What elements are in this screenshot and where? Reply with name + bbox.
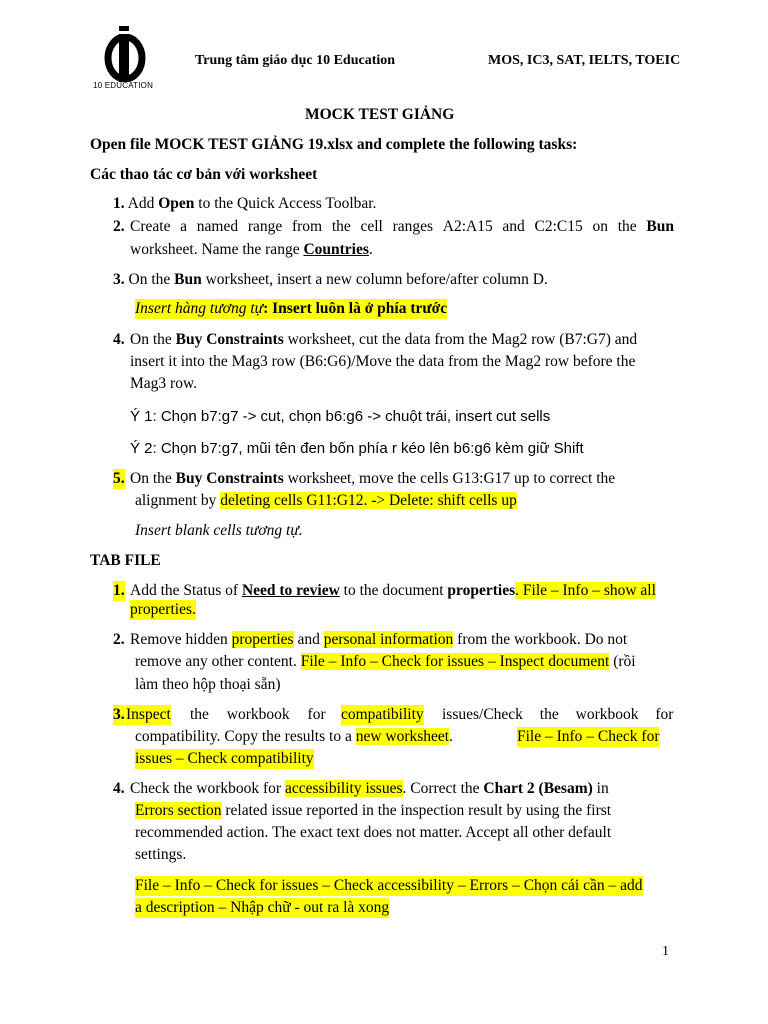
s1-task-4-num: 4. xyxy=(113,331,125,348)
s1-task-5-line1: On the Buy Constraints worksheet, move the cells G13:G17 up to correct the xyxy=(130,470,616,487)
logo xyxy=(95,24,157,92)
s2-task-4-num: 4. xyxy=(113,780,125,797)
header-right: MOS, IC3, SAT, IELTS, TOEIC xyxy=(488,53,681,68)
s2-task-4-note-line1: File – Info – Check for issues – Check accessibility – Errors – Chọn cái cần – add xyxy=(135,877,643,894)
s2-task-3-compat: compatibility xyxy=(341,706,424,723)
s1-task-2-num: 2. xyxy=(113,218,125,235)
s1-task-3-note: Insert hàng tương tự: Insert luôn là ở phía trước xyxy=(135,300,448,317)
s1-task-4-line1: On the Buy Constraints worksheet, cut the data from the Mag2 row (B7:G7) and xyxy=(130,331,638,348)
s1-task-4-line2: insert it into the Mag3 row (B6:G6)/Move the data from the Mag2 row before the xyxy=(130,353,636,370)
section-heading-tab-file: TAB FILE xyxy=(90,552,161,569)
page-number: 1 xyxy=(662,944,669,959)
s2-task-3-text-b: issues/Check the workbook for xyxy=(442,706,674,723)
s1-task-2-line1: Create a named range from the cell ranges A2:A15 and C2:C15 on the Bun xyxy=(130,218,674,235)
s2-task-4-line4: settings. xyxy=(135,846,187,863)
logo-mark-icon xyxy=(95,24,157,82)
header-center: Trung tâm giáo dục 10 Education xyxy=(195,53,396,68)
s2-task-4-line3: recommended action. The exact text does not matter. Accept all other default xyxy=(135,824,612,841)
s2-task-3-inspect: Inspect xyxy=(126,706,171,723)
logo-text: 10 EDUCATION xyxy=(93,81,154,90)
s2-task-3-num: 3. xyxy=(113,706,125,723)
s2-task-1-line1: Add the Status of Need to review to the document properties. File – Info – show all xyxy=(130,582,656,599)
section-heading-worksheet: Các thao tác cơ bản với worksheet xyxy=(90,166,318,183)
s2-task-2-line2: remove any other content. File – Info – Check for issues – Inspect document (rồi xyxy=(135,653,636,670)
s1-task-3: 3. On the Bun worksheet, insert a new column before/after column D. xyxy=(113,271,548,288)
page-title: MOCK TEST GIẢNG xyxy=(305,106,455,123)
s2-task-3-line2: compatibility. Copy the results to a new worksheet. xyxy=(135,728,453,745)
s1-task-4-note-1: Ý 1: Chọn b7:g7 -> cut, chọn b6:g6 -> chuột trái, insert cut sells xyxy=(130,408,551,425)
s2-task-3-text-a: the workbook for xyxy=(190,706,326,723)
s1-task-1: 1. Add Open to the Quick Access Toolbar. xyxy=(113,195,377,212)
s2-task-4-line1: Check the workbook for accessibility issues. Correct the Chart 2 (Besam) in xyxy=(130,780,609,797)
s2-task-1-num: 1. xyxy=(113,582,125,599)
s2-task-4-line2: Errors section related issue reported in the inspection result by using the first xyxy=(135,802,612,819)
s1-task-5-note: Insert blank cells tương tự. xyxy=(135,522,303,539)
s1-task-4-note-2: Ý 2: Chọn b7:g7, mũi tên đen bốn phía r kéo lên b6:g6 kèm giữ Shift xyxy=(130,440,584,457)
s2-task-3-path: File – Info – Check for xyxy=(517,728,660,745)
s2-task-2-line1: Remove hidden properties and personal information from the workbook. Do not xyxy=(130,631,628,648)
s2-task-2-line3: làm theo hộp thoại sẵn) xyxy=(135,676,281,693)
intro-text: Open file MOCK TEST GIẢNG 19.xlsx and complete the following tasks: xyxy=(90,136,578,153)
s2-task-1-line2: properties. xyxy=(130,601,196,618)
s1-task-2-line2: worksheet. Name the range Countries. xyxy=(130,241,373,258)
s2-task-3-line3: issues – Check compatibility xyxy=(135,750,314,767)
s2-task-2-num: 2. xyxy=(113,631,125,648)
s1-task-5-line2: alignment by deleting cells G11:G12. -> Delete: shift cells up xyxy=(135,492,517,509)
s1-task-5-num: 5. xyxy=(113,470,125,487)
s1-task-4-line3: Mag3 row. xyxy=(130,375,198,392)
s2-task-4-note-line2: a description – Nhập chữ - out ra là xong xyxy=(135,899,390,916)
